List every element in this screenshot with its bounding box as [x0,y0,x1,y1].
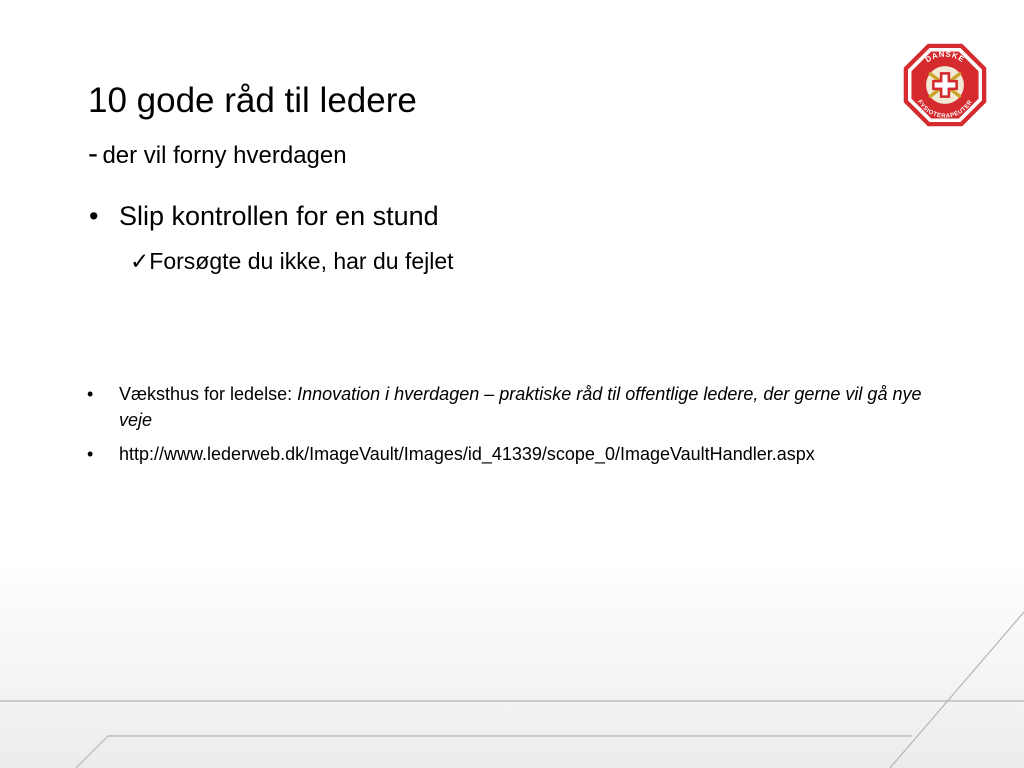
reference-title: Innovation i hverdagen – praktiske råd til offentlige ledere, der gerne vil gå nye veje [119,384,922,430]
svg-text:FYSIOTERAPEUTER: FYSIOTERAPEUTER [915,99,975,120]
bullet-icon: • [89,201,99,231]
background-line-left-diagonal [76,736,108,768]
main-bullet-text: Slip kontrollen for en stund [119,201,439,231]
slide-title: 10 gode råd til ledere [88,81,417,120]
slide-subtitle [88,136,347,177]
background-line-right-diagonal [890,612,1024,768]
subtitle-text: der vil forny hverdagen [102,142,347,169]
reference-prefix: Væksthus for ledelse: [119,384,298,404]
reference-url: http://www.lederweb.dk/ImageVault/Images/id_41339/scope_0/ImageVaultHandler.aspx [119,444,815,464]
checkmark-icon: ✓ [130,248,150,274]
reference-list [87,381,947,475]
bullet-icon: • [87,384,94,404]
reference-item [87,441,947,467]
check-item-text: Forsøgte du ikke, har du fejlet [149,248,454,274]
reference-item [87,381,947,433]
danske-fysioterapeuter-logo [902,42,988,128]
check-item [130,246,454,276]
main-bullet [89,198,439,234]
svg-text:DANSKE: DANSKE [923,49,967,65]
subtitle-dash: - [88,137,98,170]
bullet-icon: • [87,444,94,464]
